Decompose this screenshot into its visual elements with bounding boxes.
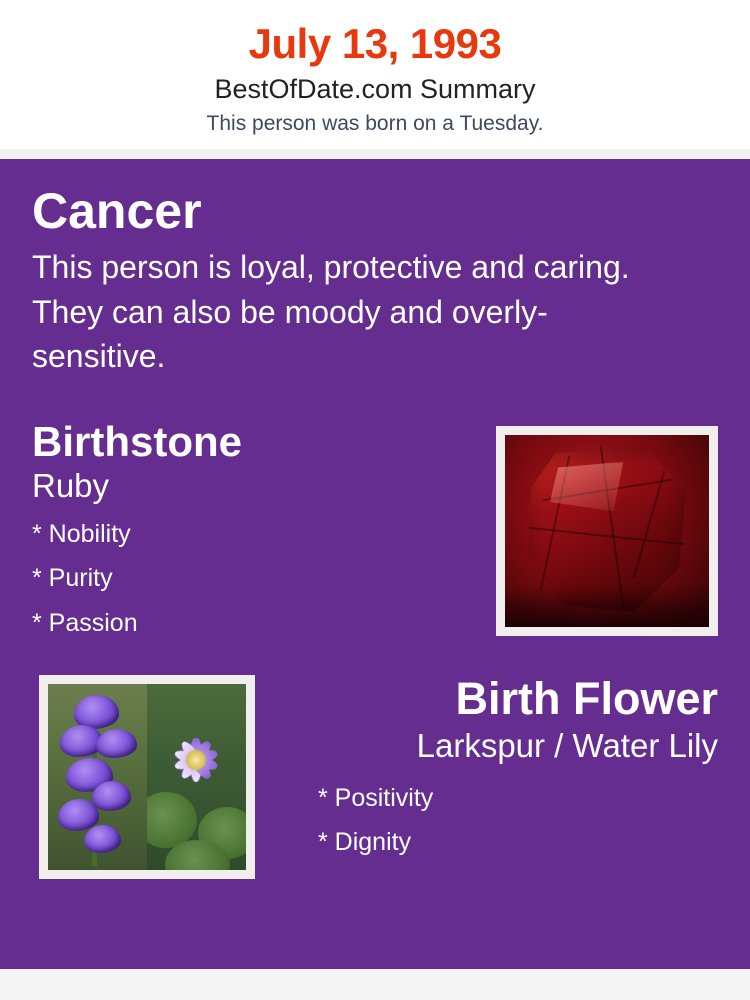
birth-flower-trait: * Positivity bbox=[318, 783, 434, 812]
birth-day-note: This person was born on a Tuesday. bbox=[206, 111, 544, 135]
details-panel bbox=[0, 159, 750, 969]
birth-flower-section bbox=[32, 675, 718, 895]
water-lily-bloom bbox=[165, 718, 228, 804]
ruby-shadow-decoration bbox=[505, 585, 709, 627]
card-header bbox=[0, 0, 750, 149]
birth-flower-heading: Birth Flower bbox=[455, 673, 718, 725]
larkspur-image bbox=[48, 684, 147, 870]
birth-flower-trait: * Dignity bbox=[318, 828, 412, 857]
zodiac-description: This person is loyal, protective and caring. They can also be moody and overly-sensitive. bbox=[32, 249, 630, 374]
header-divider bbox=[0, 149, 750, 159]
ruby-photo bbox=[496, 426, 718, 636]
birthstone-trait: * Purity bbox=[32, 564, 113, 593]
flower-photo bbox=[39, 675, 255, 879]
birth-flower-text bbox=[280, 675, 718, 865]
birthstone-name: Ruby bbox=[32, 466, 110, 504]
birthstone-trait: * Passion bbox=[32, 608, 138, 637]
birthstone-heading: Birthstone bbox=[32, 417, 242, 465]
ruby-image bbox=[505, 435, 709, 627]
birthstone-trait: * Nobility bbox=[32, 519, 131, 548]
zodiac-sign-name: Cancer bbox=[32, 182, 202, 239]
flower-image bbox=[48, 684, 246, 870]
site-summary-label: BestOfDate.com Summary bbox=[214, 74, 536, 105]
birth-flower-traits bbox=[318, 776, 718, 865]
birthstone-section bbox=[32, 417, 718, 645]
birth-flower-name: Larkspur / Water Lily bbox=[416, 727, 718, 765]
page-title: July 13, 1993 bbox=[248, 20, 502, 67]
water-lily-image bbox=[147, 684, 246, 870]
